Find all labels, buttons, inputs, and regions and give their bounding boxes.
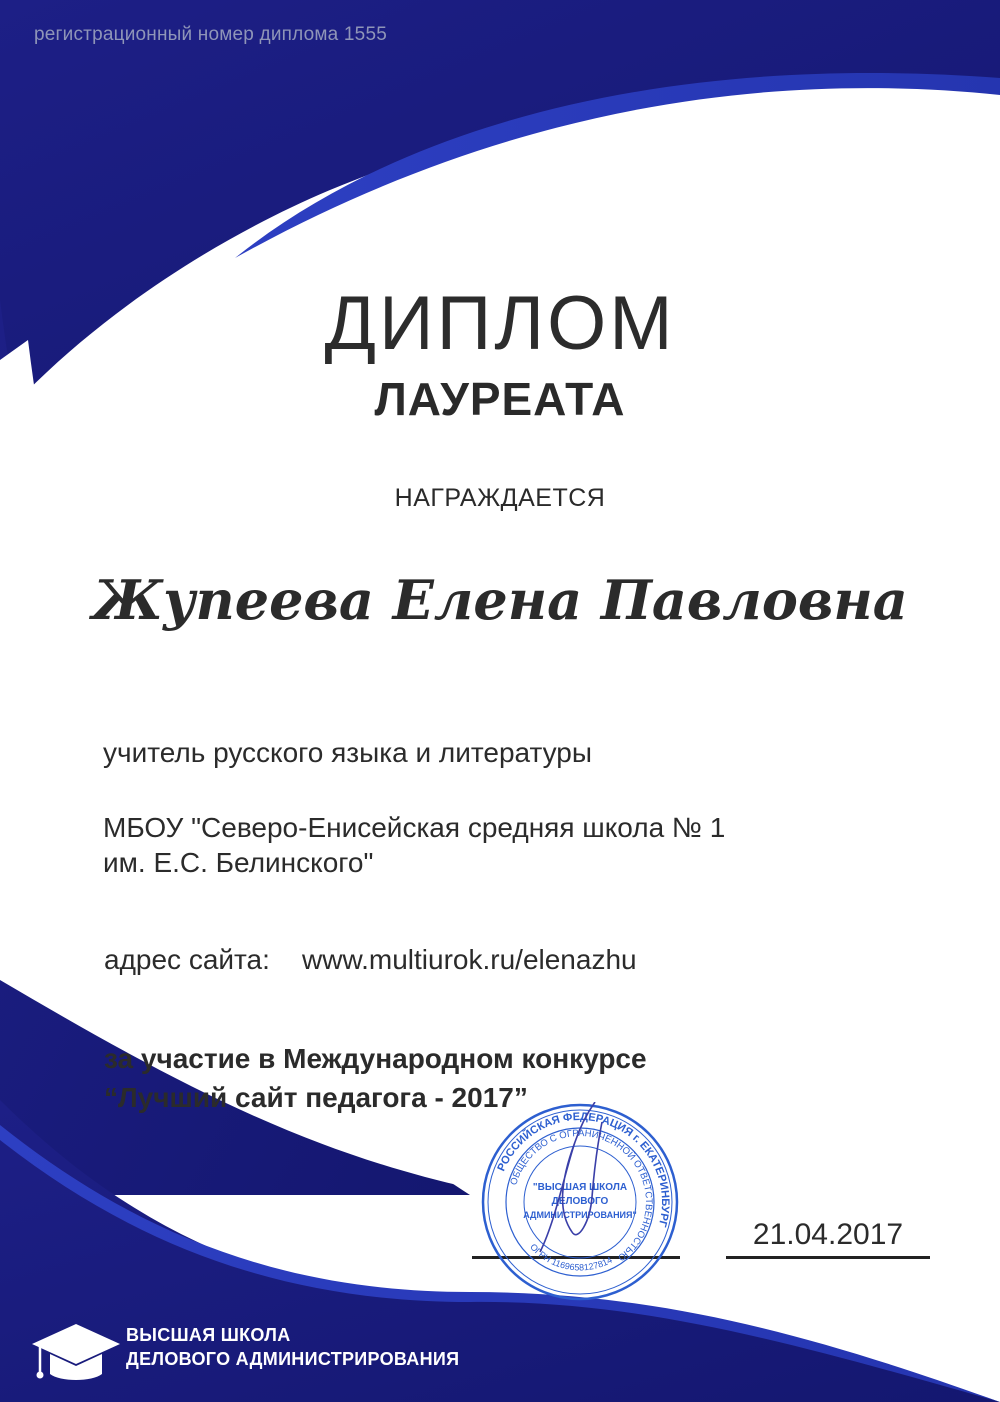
stamp-ogrn: ОГРН 1169658127814 [528,1241,614,1273]
site-url: www.multiurok.ru/elenazhu [302,944,637,975]
stamp-outer-text: РОССИЙСКАЯ ФЕДЕРАЦИЯ г. ЕКАТЕРИНБУРГ [495,1110,672,1229]
contest-line-2: “Лучший сайт педагога - 2017” [104,1082,528,1113]
stamp-inner-text: ОБЩЕСТВО С ОГРАНИЧЕННОЙ ОТВЕТСТВЕННОСТЬЮ [508,1127,655,1263]
graduation-cap-icon [30,1320,122,1398]
awarded-label: НАГРАЖДАЕТСЯ [394,484,606,512]
org-name-line-1: ВЫСШАЯ ШКОЛА [126,1325,291,1345]
diploma-title: ДИПЛОМ [324,281,676,366]
diploma-subtitle: ЛАУРЕАТА [374,373,626,425]
recipient-position: учитель русского языка и литературы [103,737,592,768]
school-line-2: им. Е.С. Белинского" [103,847,374,878]
stamp-center-2: ДЕЛОВОГО [551,1196,609,1207]
registration-number: регистрационный номер диплома 1555 [34,24,387,45]
org-name-line-2: ДЕЛОВОГО АДМИНИСТРИРОВАНИЯ [126,1349,460,1369]
contest-line-1: за участие в Международном конкурсе [104,1043,647,1074]
site-label: адрес сайта: [104,944,270,975]
stamp-center-3: АДМИНИСТРИРОВАНИЯ" [523,1210,637,1220]
school-line-1: МБОУ "Северо-Енисейская средняя школа № 1 [103,812,726,843]
organization-stamp [480,1102,680,1302]
diploma-date: 21.04.2017 [752,1218,904,1251]
date-line [726,1256,930,1259]
recipient-name: Жупеева Елена Павловна [92,568,908,632]
stamp-center-1: "ВЫСШАЯ ШКОЛА [532,1182,628,1193]
